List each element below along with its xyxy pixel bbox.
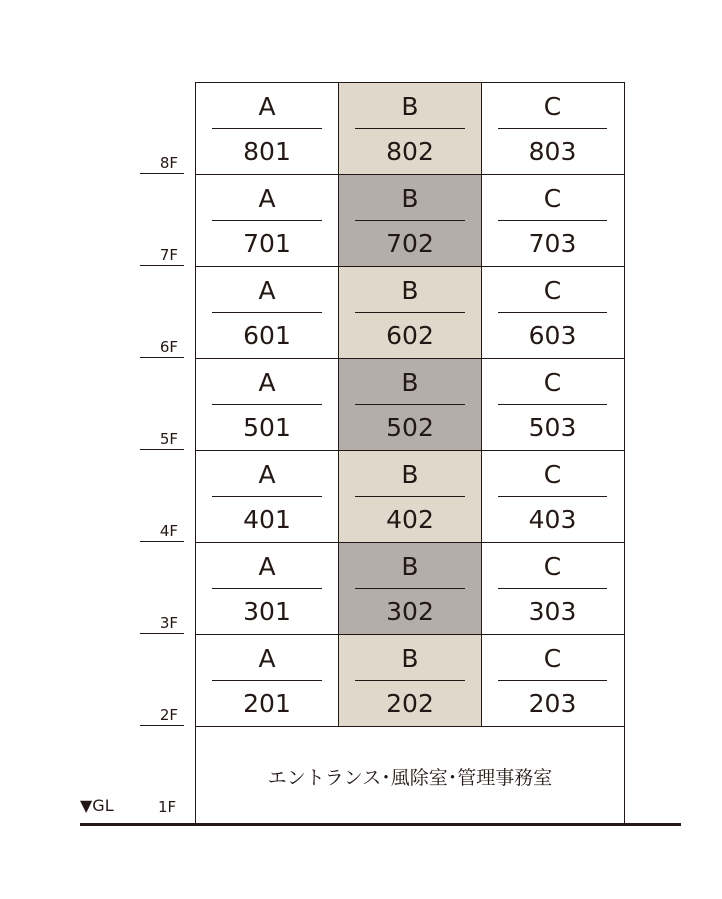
floor-label-1f: 1F xyxy=(158,798,177,816)
unit-number: 403 xyxy=(528,505,577,534)
unit-702 xyxy=(339,175,482,266)
unit-type-label: A xyxy=(258,460,276,489)
unit-603 xyxy=(482,267,623,358)
unit-number: 802 xyxy=(386,137,434,166)
unit-number: 502 xyxy=(386,413,434,442)
unit-302 xyxy=(339,543,482,634)
unit-type-label: A xyxy=(258,92,276,121)
unit-701 xyxy=(196,175,339,266)
floor-row-6f xyxy=(196,267,624,359)
ground-floor-entrance xyxy=(196,727,624,824)
unit-503 xyxy=(482,359,623,450)
unit-number: 203 xyxy=(528,689,577,718)
unit-divider xyxy=(498,680,607,681)
floor-label-8f: 8F xyxy=(140,154,184,174)
unit-number: 603 xyxy=(528,321,577,350)
unit-type-label: C xyxy=(543,368,562,397)
unit-number: 201 xyxy=(243,689,291,718)
floor-row-7f xyxy=(196,175,624,267)
unit-502 xyxy=(339,359,482,450)
floor-label-7f: 7F xyxy=(140,246,184,266)
unit-703 xyxy=(482,175,623,266)
unit-number: 302 xyxy=(386,597,434,626)
unit-divider xyxy=(355,404,465,405)
unit-divider xyxy=(212,404,322,405)
unit-303 xyxy=(482,543,623,634)
unit-type-label: B xyxy=(401,276,419,305)
unit-203 xyxy=(482,635,623,726)
unit-501 xyxy=(196,359,339,450)
unit-type-label: A xyxy=(258,276,276,305)
unit-801 xyxy=(196,83,339,174)
unit-number: 601 xyxy=(243,321,291,350)
unit-divider xyxy=(212,220,322,221)
unit-divider xyxy=(212,312,322,313)
unit-divider xyxy=(212,588,322,589)
unit-number: 501 xyxy=(243,413,291,442)
unit-type-label: B xyxy=(401,92,419,121)
unit-divider xyxy=(355,220,465,221)
floor-row-8f xyxy=(196,83,624,175)
unit-type-label: C xyxy=(543,552,562,581)
floor-plan-grid xyxy=(195,82,625,824)
unit-403 xyxy=(482,451,623,542)
unit-type-label: A xyxy=(258,368,276,397)
unit-divider xyxy=(355,128,465,129)
unit-number: 303 xyxy=(528,597,577,626)
unit-number: 602 xyxy=(386,321,434,350)
unit-802 xyxy=(339,83,482,174)
unit-divider xyxy=(355,496,465,497)
entrance-label: エントランス･風除室･管理事務室 xyxy=(267,767,553,789)
unit-number: 703 xyxy=(528,229,577,258)
unit-number: 702 xyxy=(386,229,434,258)
unit-number: 402 xyxy=(386,505,434,534)
unit-602 xyxy=(339,267,482,358)
unit-number: 701 xyxy=(243,229,291,258)
floor-row-3f xyxy=(196,543,624,635)
unit-divider xyxy=(498,404,607,405)
unit-type-label: C xyxy=(543,644,562,673)
unit-divider xyxy=(498,588,607,589)
unit-type-label: A xyxy=(258,184,276,213)
unit-type-label: B xyxy=(401,552,419,581)
unit-divider xyxy=(212,496,322,497)
unit-type-label: A xyxy=(258,644,276,673)
unit-divider xyxy=(212,128,322,129)
unit-402 xyxy=(339,451,482,542)
unit-divider xyxy=(498,220,607,221)
unit-type-label: B xyxy=(401,644,419,673)
unit-divider xyxy=(498,312,607,313)
unit-number: 803 xyxy=(528,137,577,166)
unit-type-label: A xyxy=(258,552,276,581)
unit-401 xyxy=(196,451,339,542)
floor-row-2f xyxy=(196,635,624,727)
unit-number: 401 xyxy=(243,505,291,534)
unit-divider xyxy=(355,588,465,589)
unit-number: 301 xyxy=(243,597,291,626)
unit-number: 202 xyxy=(386,689,434,718)
unit-type-label: B xyxy=(401,368,419,397)
unit-type-label: B xyxy=(401,184,419,213)
unit-number: 503 xyxy=(528,413,577,442)
unit-201 xyxy=(196,635,339,726)
unit-601 xyxy=(196,267,339,358)
unit-type-label: B xyxy=(401,460,419,489)
unit-803 xyxy=(482,83,623,174)
unit-divider xyxy=(212,680,322,681)
floor-label-4f: 4F xyxy=(140,522,184,542)
floor-label-6f: 6F xyxy=(140,338,184,358)
floor-label-5f: 5F xyxy=(140,430,184,450)
gl-marker: ▼GL xyxy=(80,796,114,815)
ground-line xyxy=(80,823,681,826)
floor-label-3f: 3F xyxy=(140,614,184,634)
unit-divider xyxy=(355,680,465,681)
floor-row-4f xyxy=(196,451,624,543)
unit-type-label: C xyxy=(543,460,562,489)
floor-label-2f: 2F xyxy=(140,706,184,726)
unit-type-label: C xyxy=(543,276,562,305)
floor-row-5f xyxy=(196,359,624,451)
unit-301 xyxy=(196,543,339,634)
unit-divider xyxy=(498,496,607,497)
unit-type-label: C xyxy=(543,184,562,213)
unit-divider xyxy=(355,312,465,313)
unit-divider xyxy=(498,128,607,129)
unit-202 xyxy=(339,635,482,726)
unit-number: 801 xyxy=(243,137,291,166)
unit-type-label: C xyxy=(543,92,562,121)
